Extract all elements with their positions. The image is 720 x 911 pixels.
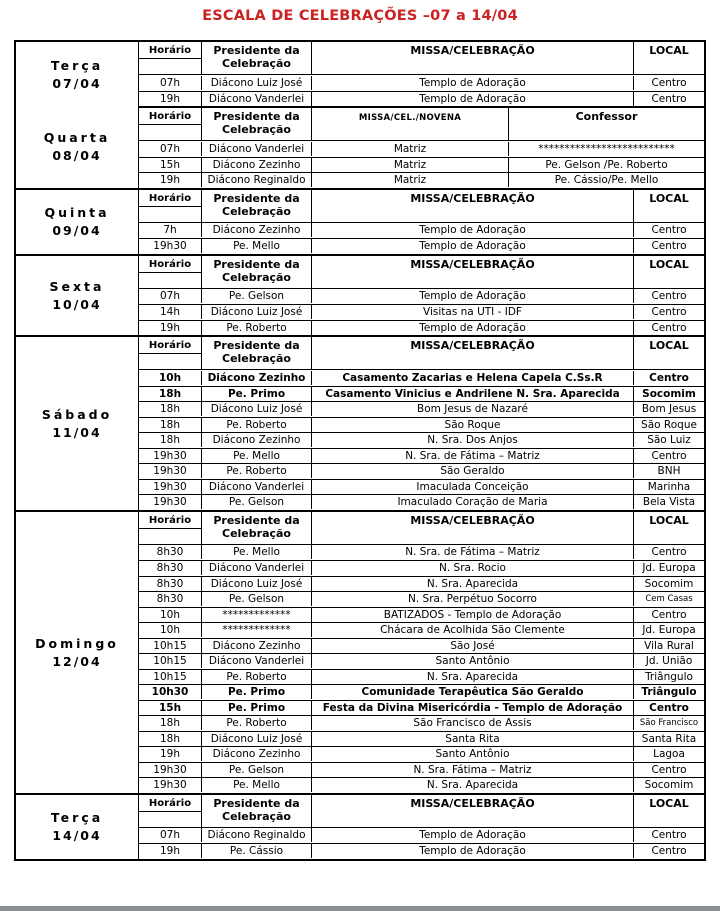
local-cell: Centro: [633, 76, 704, 90]
time-cell: 19h: [159, 321, 180, 334]
president-cell: Pe. Gelson: [201, 763, 311, 777]
president-cell: Diácono Zezinho: [201, 433, 311, 447]
local-cell: Centro: [633, 371, 704, 385]
time-cell: 19h30: [153, 465, 187, 478]
president-cell: Pe. Mello: [201, 239, 311, 253]
schedule-row: [139, 700, 704, 716]
schedule-row: [139, 91, 704, 107]
missa-cell: Templo de Adoração: [311, 844, 633, 858]
missa-cell: Santo Antônio: [311, 747, 633, 761]
day-name: Terça: [50, 810, 104, 825]
schedule-row: [139, 762, 704, 778]
header-president: Presidente da Celebração: [201, 512, 311, 544]
president-cell: Pe. Roberto: [201, 418, 311, 432]
time-cell: 07h: [159, 290, 180, 303]
day-date: 07/04: [52, 75, 102, 91]
day-name: Quarta: [43, 130, 111, 146]
header-row: [139, 108, 704, 141]
time-cell: 10h30: [151, 686, 189, 699]
local-cell: Bela Vista: [633, 495, 704, 509]
schedule-row: [139, 731, 704, 747]
time-cell: 15h: [159, 158, 180, 171]
header-missa: MISSA/CELEBRAÇÃO: [311, 42, 633, 74]
president-cell: Diácono Zezinho: [201, 371, 311, 385]
missa-cell: N. Sra. Dos Anjos: [311, 433, 633, 447]
header-row: [139, 795, 704, 828]
local-cell: Pe. Gelson /Pe. Roberto: [508, 158, 704, 172]
local-cell: Centro: [633, 289, 704, 303]
schedule-row: [139, 560, 704, 576]
local-cell: **************************: [508, 142, 704, 156]
day-cell: [16, 337, 138, 510]
local-cell: Centro: [633, 305, 704, 319]
header-row: [139, 42, 704, 75]
header-row: [139, 256, 704, 289]
time-cell: 18h: [159, 403, 180, 416]
missa-cell: Templo de Adoração: [311, 289, 633, 303]
missa-cell: Matriz: [311, 173, 508, 187]
missa-cell: Santa Rita: [311, 732, 633, 746]
header-time: Horário: [139, 190, 201, 222]
time-cell: 19h: [159, 174, 180, 187]
local-cell: Centro: [633, 844, 704, 858]
day-cell: [16, 42, 138, 106]
schedule-row: [139, 141, 704, 157]
local-cell: Centro: [633, 608, 704, 622]
missa-cell: N. Sra. Aparecida: [311, 670, 633, 684]
schedule-row: [139, 370, 704, 386]
missa-cell: N. Sra. Aparecida: [311, 778, 633, 792]
local-cell: Socomim: [633, 387, 704, 401]
header-local: LOCAL: [633, 512, 704, 544]
schedule-row: [139, 622, 704, 638]
header-missa: MISSA/CELEBRAÇÃO: [311, 795, 633, 827]
day-date: 11/04: [52, 424, 102, 440]
local-cell: Jd. Europa: [633, 623, 704, 637]
header-time: Horário: [139, 108, 201, 140]
missa-cell: N. Sra. Perpétuo Socorro: [311, 592, 633, 606]
missa-cell: Templo de Adoração: [311, 321, 633, 335]
schedule-row: [139, 746, 704, 762]
day-cell: [16, 256, 138, 336]
president-cell: Diácono Luiz José: [201, 732, 311, 746]
president-cell: Pe. Roberto: [201, 716, 311, 730]
local-cell: São Roque: [633, 418, 704, 432]
missa-cell: Templo de Adoração: [311, 828, 633, 842]
schedule-row: [139, 432, 704, 448]
celebration-schedule-table: [14, 40, 706, 861]
schedule-row: [139, 843, 704, 859]
local-cell: Centro: [633, 763, 704, 777]
time-cell: 10h: [159, 624, 180, 637]
local-cell: Triângulo: [633, 685, 704, 699]
day-block: [16, 254, 704, 336]
local-cell: Centro: [633, 828, 704, 842]
president-cell: Diácono Luiz José: [201, 305, 311, 319]
day-block: [16, 188, 704, 254]
header-time: Horário: [139, 42, 201, 74]
missa-cell: Imaculado Coração de Maria: [311, 495, 633, 509]
local-cell: BNH: [633, 464, 704, 478]
missa-cell: Matriz: [311, 142, 508, 156]
missa-cell: N. Sra. de Fátima – Matriz: [311, 449, 633, 463]
schedule-row: [139, 304, 704, 320]
day-name: Quinta: [44, 205, 110, 220]
day-cell: [16, 512, 138, 793]
schedule-row: [139, 777, 704, 793]
missa-cell: Festa da Divina Misericórdia - Templo de Adoração: [311, 701, 633, 715]
schedule-row: [139, 638, 704, 654]
day-cell: [16, 190, 138, 254]
header-local: LOCAL: [633, 337, 704, 369]
day-cell: [16, 795, 138, 859]
header-time: Horário: [139, 256, 201, 288]
local-cell: Socomim: [633, 577, 704, 591]
day-block-body: [138, 256, 704, 336]
schedule-row: [139, 238, 704, 254]
schedule-row: [139, 828, 704, 844]
time-cell: 07h: [159, 829, 180, 842]
time-cell: 7h: [163, 224, 177, 237]
local-cell: São Luiz: [633, 433, 704, 447]
schedule-row: [139, 669, 704, 685]
time-cell: 19h: [159, 92, 180, 105]
schedule-row: [139, 417, 704, 433]
day-block-body: [138, 190, 704, 254]
missa-cell: Chácara de Acolhida São Clemente: [311, 623, 633, 637]
day-block: [16, 793, 704, 859]
header-missa: MISSA/CELEBRAÇÃO: [311, 512, 633, 544]
time-cell: 18h: [159, 732, 180, 745]
header-local: LOCAL: [633, 256, 704, 288]
header-row: [139, 512, 704, 545]
local-cell: Vila Rural: [633, 639, 704, 653]
day-block-body: [138, 337, 704, 510]
time-cell: 19h30: [153, 480, 187, 493]
time-cell: 8h30: [156, 577, 184, 590]
schedule-row: [139, 684, 704, 700]
president-cell: *************: [201, 608, 311, 622]
president-cell: Diácono Vanderlei: [201, 561, 311, 575]
schedule-row: [139, 607, 704, 623]
schedule-row: [139, 157, 704, 173]
day-block-body: [138, 106, 704, 188]
schedule-row: [139, 715, 704, 731]
header-time: Horário: [139, 337, 201, 369]
day-block-body: [138, 42, 704, 106]
missa-cell: São José: [311, 639, 633, 653]
day-block: [16, 510, 704, 793]
schedule-row: [139, 494, 704, 510]
president-cell: Pe. Gelson: [201, 495, 311, 509]
time-cell: 19h30: [153, 763, 187, 776]
president-cell: Diácono Vanderlei: [201, 92, 311, 106]
president-cell: Diácono Zezinho: [201, 158, 311, 172]
time-cell: 07h: [159, 142, 180, 155]
missa-cell: São Roque: [311, 418, 633, 432]
header-president: Presidente da Celebração: [201, 256, 311, 288]
local-cell: Centro: [633, 92, 704, 106]
president-cell: Pe. Mello: [201, 778, 311, 792]
missa-cell: Templo de Adoração: [311, 76, 633, 90]
president-cell: Pe. Mello: [201, 545, 311, 559]
header-row: [139, 337, 704, 370]
president-cell: Diácono Zezinho: [201, 223, 311, 237]
time-cell: 18h: [158, 387, 182, 400]
time-cell: 8h30: [156, 562, 184, 575]
day-name: Sexta: [49, 278, 105, 294]
president-cell: Pe. Roberto: [201, 464, 311, 478]
missa-cell: N. Sra. Fátima – Matriz: [311, 763, 633, 777]
president-cell: Diácono Luiz José: [201, 577, 311, 591]
day-block: [16, 106, 704, 188]
president-cell: Pe. Primo: [201, 685, 311, 699]
missa-cell: Casamento Vinicius e Andrilene N. Sra. Aparecida: [311, 387, 633, 401]
schedule-row: [139, 591, 704, 607]
schedule-row: [139, 576, 704, 592]
time-cell: 18h: [159, 717, 180, 730]
header-president: Presidente da Celebração: [201, 337, 311, 369]
day-date: 10/04: [52, 296, 102, 312]
time-cell: 15h: [158, 701, 182, 714]
time-cell: 8h30: [156, 593, 184, 606]
local-cell: Centro: [633, 239, 704, 253]
missa-cell: N. Sra. de Fátima – Matriz: [311, 545, 633, 559]
local-cell: Jd. União: [633, 654, 704, 668]
missa-cell: Matriz: [311, 158, 508, 172]
header-president: Presidente da Celebração: [201, 108, 311, 140]
schedule-row: [139, 386, 704, 402]
day-date: 09/04: [52, 223, 102, 238]
header-local: Confessor: [508, 108, 704, 140]
time-cell: 10h15: [153, 639, 187, 652]
schedule-row: [139, 172, 704, 188]
header-local: LOCAL: [633, 42, 704, 74]
local-cell: Centro: [633, 321, 704, 335]
schedule-row: [139, 401, 704, 417]
header-president: Presidente da Celebração: [201, 190, 311, 222]
local-cell: Marinha: [633, 480, 704, 494]
bottom-edge-bar: [0, 906, 720, 911]
local-cell: Centro: [633, 223, 704, 237]
day-block-body: [138, 512, 704, 793]
header-local: LOCAL: [633, 190, 704, 222]
time-cell: 18h: [159, 434, 180, 447]
header-president: Presidente da Celebração: [201, 42, 311, 74]
schedule-row: [139, 320, 704, 336]
local-cell: Centro: [633, 701, 704, 715]
day-date: 08/04: [52, 148, 102, 164]
missa-cell: BATIZADOS - Templo de Adoração: [311, 608, 633, 622]
header-missa: MISSA/CELEBRAÇÃO: [311, 190, 633, 222]
president-cell: Pe. Mello: [201, 449, 311, 463]
president-cell: Diácono Zezinho: [201, 639, 311, 653]
day-name: Domingo: [35, 635, 119, 651]
missa-cell: São Francisco de Assis: [311, 716, 633, 730]
president-cell: Pe. Cássio: [201, 844, 311, 858]
schedule-row: [139, 463, 704, 479]
president-cell: Pe. Gelson: [201, 289, 311, 303]
time-cell: 19h30: [153, 779, 187, 792]
missa-cell: N. Sra. Rocio: [311, 561, 633, 575]
day-block: [16, 335, 704, 510]
schedule-row: [139, 448, 704, 464]
page-title: ESCALA DE CELEBRAÇÕES –07 a 14/04: [202, 8, 518, 24]
schedule-row: [139, 479, 704, 495]
president-cell: Diácono Reginaldo: [201, 828, 311, 842]
missa-cell: Templo de Adoração: [311, 239, 633, 253]
president-cell: Pe. Roberto: [201, 321, 311, 335]
time-cell: 10h: [158, 371, 182, 384]
president-cell: Diácono Reginaldo: [201, 173, 311, 187]
missa-cell: Templo de Adoração: [311, 223, 633, 237]
day-cell: [16, 106, 138, 188]
time-cell: 8h30: [156, 546, 184, 559]
time-cell: 19h30: [153, 496, 187, 509]
local-cell: Bom Jesus: [633, 402, 704, 416]
president-cell: Pe. Primo: [201, 701, 311, 715]
time-cell: 19h30: [153, 240, 187, 253]
time-cell: 18h: [159, 418, 180, 431]
local-cell: Santa Rita: [633, 732, 704, 746]
missa-cell: Casamento Zacarias e Helena Capela C.Ss.R: [311, 371, 633, 385]
local-cell: Triângulo: [633, 670, 704, 684]
missa-cell: Santo Antônio: [311, 654, 633, 668]
president-cell: Diácono Vanderlei: [201, 654, 311, 668]
missa-cell: São Geraldo: [311, 464, 633, 478]
president-cell: Pe. Gelson: [201, 592, 311, 606]
missa-cell: Templo de Adoração: [311, 92, 633, 106]
missa-cell: Comunidade Terapêutica São Geraldo: [311, 685, 633, 699]
local-cell: Centro: [633, 449, 704, 463]
day-date: 14/04: [52, 828, 102, 843]
local-cell: Lagoa: [633, 747, 704, 761]
time-cell: 10h15: [153, 655, 187, 668]
president-cell: Pe. Roberto: [201, 670, 311, 684]
schedule-row: [139, 75, 704, 91]
time-cell: 14h: [159, 306, 180, 319]
time-cell: 19h: [159, 748, 180, 761]
local-cell: Jd. Europa: [633, 561, 704, 575]
president-cell: Diácono Luiz José: [201, 76, 311, 90]
header-time: Horário: [139, 795, 201, 827]
president-cell: Diácono Vanderlei: [201, 142, 311, 156]
missa-cell: Visitas na UTI - IDF: [311, 305, 633, 319]
schedule-row: [139, 653, 704, 669]
header-row: [139, 190, 704, 223]
president-cell: *************: [201, 623, 311, 637]
local-cell: Socomim: [633, 778, 704, 792]
missa-cell: Bom Jesus de Nazaré: [311, 402, 633, 416]
local-cell: São Francisco: [633, 716, 704, 730]
day-block-body: [138, 795, 704, 859]
header-missa: MISSA/CELEBRAÇÃO: [311, 337, 633, 369]
local-cell: Pe. Cássio/Pe. Mello: [508, 173, 704, 187]
day-date: 12/04: [52, 653, 102, 669]
day-block: [16, 42, 704, 106]
header-missa: MISSA/CEL./NOVENA: [311, 108, 508, 140]
local-cell: Cem Casas: [633, 592, 704, 606]
missa-cell: N. Sra. Aparecida: [311, 577, 633, 591]
missa-cell: Imaculada Conceição: [311, 480, 633, 494]
local-cell: Centro: [633, 545, 704, 559]
schedule-row: [139, 289, 704, 305]
schedule-row: [139, 223, 704, 239]
header-local: LOCAL: [633, 795, 704, 827]
day-name: Terça: [50, 57, 104, 73]
president-cell: Diácono Luiz José: [201, 402, 311, 416]
time-cell: 19h: [159, 845, 180, 858]
time-cell: 19h30: [153, 449, 187, 462]
president-cell: Diácono Vanderlei: [201, 480, 311, 494]
schedule-row: [139, 545, 704, 561]
header-missa: MISSA/CELEBRAÇÃO: [311, 256, 633, 288]
time-cell: 07h: [159, 76, 180, 89]
header-president: Presidente da Celebração: [201, 795, 311, 827]
president-cell: Pe. Primo: [201, 387, 311, 401]
time-cell: 10h15: [153, 670, 187, 683]
president-cell: Diácono Zezinho: [201, 747, 311, 761]
header-time: Horário: [139, 512, 201, 544]
time-cell: 10h: [159, 608, 180, 621]
day-name: Sábado: [41, 406, 113, 422]
